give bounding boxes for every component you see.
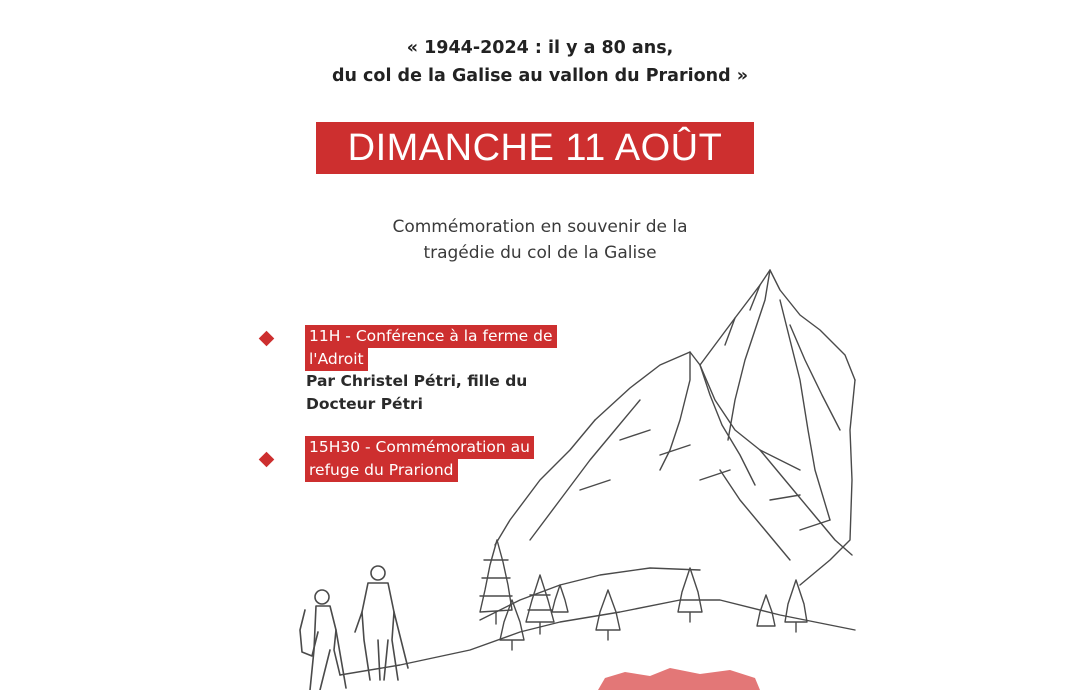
ground-line (340, 600, 855, 675)
hiker-right (355, 566, 408, 680)
event-2-title-line-2: refuge du Prariond (305, 459, 458, 482)
date-banner: DIMANCHE 11 AOÛT (316, 122, 754, 174)
lower-peak-outline (595, 352, 800, 470)
event-2-title-line-1: 15H30 - Commémoration au (305, 436, 534, 459)
subtitle-line-2: du col de la Galise au vallon du Prariond » (331, 66, 749, 86)
hiker-left (300, 590, 346, 690)
subtitle-line-1: « 1944-2024 : il y a 80 ans, (406, 38, 674, 58)
intro-line-1: Commémoration en souvenir de la (392, 217, 688, 237)
intro-line-2: tragédie du col de la Galise (423, 243, 657, 263)
main-peak-outline (700, 270, 855, 380)
main-peak-ridge (728, 270, 770, 440)
event-1-detail-line-1: Par Christel Pétri, fille du (306, 372, 528, 390)
event-1-title-line-2: l'Adroit (305, 348, 368, 371)
event-1-title-line-1: 11H - Conférence à la ferme de (305, 325, 557, 348)
event-1-detail-line-2: Docteur Pétri (306, 395, 423, 413)
red-watercolor (598, 668, 760, 690)
pine-trees (480, 540, 807, 650)
